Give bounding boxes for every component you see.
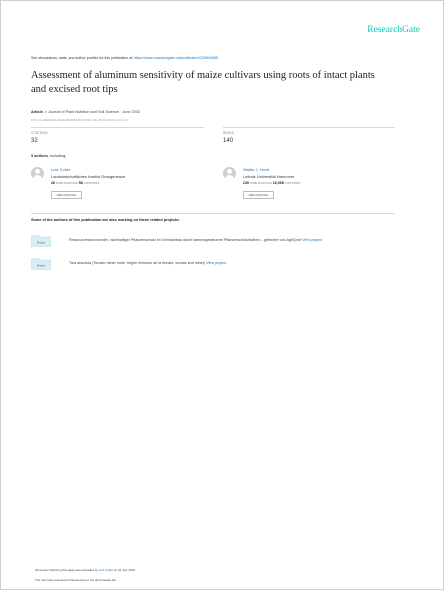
avatar-icon[interactable] xyxy=(223,167,236,180)
publication-url-link[interactable]: https://www.researchgate.net/publication/229604085 xyxy=(134,56,218,60)
project-folder-icon[interactable] xyxy=(31,258,51,270)
author-card xyxy=(31,167,211,201)
project-folder-icon[interactable] xyxy=(31,235,51,247)
author-institution: Landwirtschaftliches Institut Grangeneuve xyxy=(51,174,126,179)
reads-label: READS xyxy=(223,131,234,135)
researchgate-logo[interactable]: ResearchGate xyxy=(367,25,420,35)
project-item xyxy=(31,258,411,272)
citations-label: CITATIONS xyxy=(31,131,48,135)
journal-name[interactable]: Journal of Plant Nutrition and Soil Science · June 2002 xyxy=(47,110,140,114)
projects-divider xyxy=(31,213,395,214)
author-stats xyxy=(243,181,300,185)
upload-note-prefix: All content following this page was uploaded by xyxy=(35,568,98,572)
authors-heading-suffix: , including: xyxy=(48,154,67,158)
author-publications-count: 26 xyxy=(51,181,55,185)
project-icon-label: Project xyxy=(36,264,46,268)
publication-title[interactable]: Assessment of aluminum sensitivity of maize cultivars using roots of intact plants and excised root tips xyxy=(31,70,375,95)
see-profile-button[interactable]: SEE PROFILE xyxy=(51,191,82,199)
publication-type: Article xyxy=(31,110,43,114)
upload-note xyxy=(35,568,136,572)
author-institution: Leibniz Universität Hannover xyxy=(243,174,295,179)
meta-in-word: in xyxy=(43,110,47,114)
see-profile-button[interactable]: SEE PROFILE xyxy=(243,191,274,199)
profile-note-text: See discussions, stats, and author profiles for this publication at: xyxy=(31,56,134,60)
author-citations-count: 58 xyxy=(78,181,83,185)
view-project-link[interactable]: View project xyxy=(206,261,227,265)
citations-count: 32 xyxy=(31,138,38,144)
view-project-link[interactable]: View project xyxy=(302,238,323,242)
author-citations-label: CITATIONS xyxy=(284,181,301,185)
stats-divider-left xyxy=(31,127,204,128)
author-publications-label: PUBLICATIONS xyxy=(56,181,78,185)
avatar-icon[interactable] xyxy=(31,167,44,180)
project-item xyxy=(31,235,411,249)
publication-doi: DOI: 10.1002/1522-2624(200206)165:3<332::AID-JPLN332>3.0.CO;2-Q xyxy=(31,118,128,122)
profile-note xyxy=(31,56,218,60)
project-icon-label: Project xyxy=(36,241,46,245)
author-citations-label: CITATIONS xyxy=(83,181,100,185)
authors-heading xyxy=(31,154,66,158)
upload-note-suffix: on 01 July 2019. xyxy=(113,568,136,572)
author-card xyxy=(223,167,403,201)
stats-divider-right xyxy=(223,127,395,128)
author-citations-count: 16,008 xyxy=(272,181,284,185)
author-name[interactable]: Lutz Collet xyxy=(51,167,70,172)
project-description xyxy=(69,238,322,242)
author-publications-count: 230 xyxy=(243,181,249,185)
publication-meta xyxy=(31,110,140,114)
author-stats xyxy=(51,181,99,185)
uploader-link[interactable]: Lutz Collet xyxy=(98,568,113,572)
project-title: Ressourcenschonender, nachhaltiger Pflanzenschutz im Gemüsebau durch kameragesteuerte Pflanzenschutzbalken – gefördert von AgriQnet xyxy=(69,238,302,242)
reads-count: 140 xyxy=(223,138,234,144)
project-title: Tuta absoluta (Tomato miner moth, teigne mineuse de la tomate, tomato leaf miner) xyxy=(69,261,206,265)
author-name[interactable]: Walter J. Horst xyxy=(243,167,270,172)
enhancement-note: The user has requested enhancement of the downloaded file. xyxy=(35,578,117,582)
authors-count: 5 authors xyxy=(31,154,49,158)
author-publications-label: PUBLICATIONS xyxy=(250,181,272,185)
project-description xyxy=(69,261,226,265)
related-projects-heading: Some of the authors of this publication are also working on these related projects: xyxy=(31,218,180,222)
